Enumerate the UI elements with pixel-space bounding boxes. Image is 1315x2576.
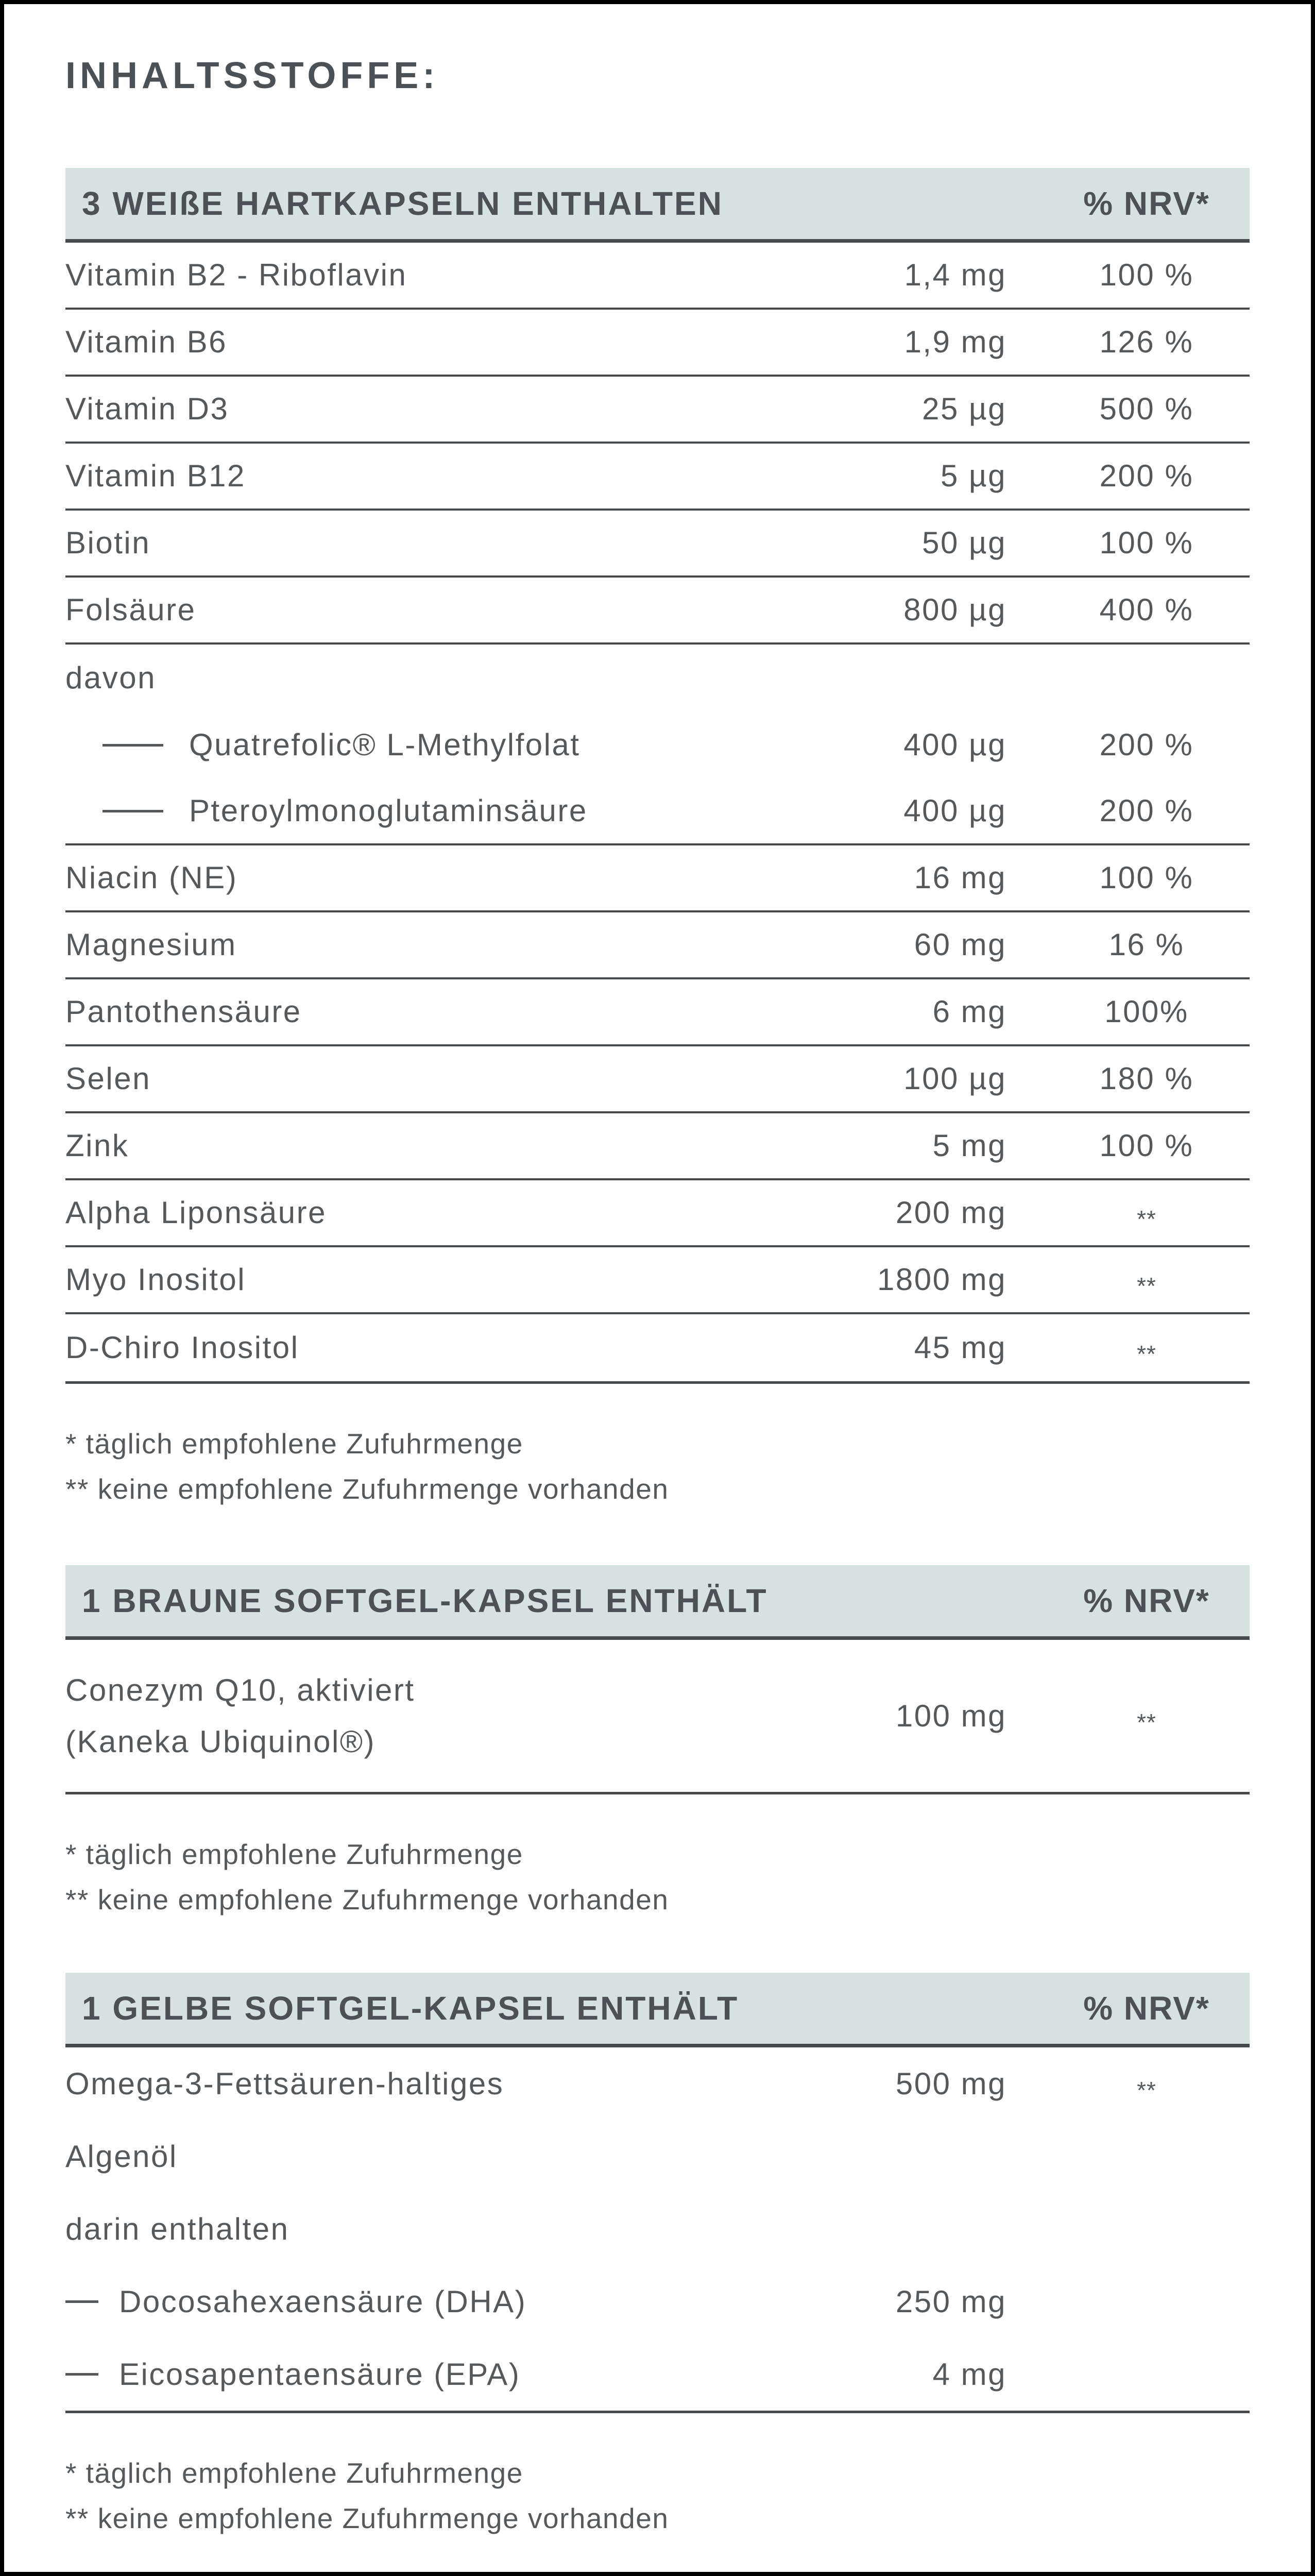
table-row: [65, 444, 1250, 511]
amount-cell: 25 µg: [922, 392, 1006, 426]
ingredient-cell: [65, 2204, 755, 2255]
table-row: [65, 2047, 1250, 2120]
table-row: [65, 511, 1250, 578]
ingredient-cell: [65, 1665, 755, 1768]
table-row: [65, 2338, 1250, 2411]
nrv-cell: 500 %: [1099, 392, 1194, 426]
nrv-cell: [1044, 1321, 1250, 1375]
ingredient-cell: [65, 652, 755, 704]
nrv-cell: 100 %: [1099, 526, 1194, 560]
table-rows: [65, 1640, 1250, 1794]
table-row: [65, 1640, 1250, 1792]
nrv-column-header: % NRV*: [1083, 1582, 1210, 1619]
dash-icon: [65, 2300, 98, 2303]
ingredient-cell: [65, 316, 755, 368]
nrv-cell: 180 %: [1099, 1061, 1194, 1096]
page-title: INHALTSSTOFFE:: [65, 55, 439, 96]
ingredient-cell: [65, 1254, 755, 1306]
no-nrv-asterisks: **: [1137, 1206, 1156, 1232]
amount-cell: 250 mg: [895, 2284, 1006, 2319]
ingredient-name-line1: Conezym Q10, aktiviert: [65, 1672, 415, 1707]
amount-cell: 500 mg: [895, 2066, 1006, 2101]
nrv-cell: 200 %: [1099, 793, 1194, 828]
table-rows: [65, 243, 1250, 1384]
ingredient-name-line2: (Kaneka Ubiquinol®): [65, 1724, 376, 1759]
nrv-column-header: % NRV*: [1083, 185, 1210, 222]
amount-cell: 1800 mg: [877, 1262, 1006, 1297]
ingredient-name: Magnesium: [65, 927, 237, 962]
nrv-cell: 200 %: [1099, 459, 1194, 493]
amount-cell: 60 mg: [914, 927, 1006, 962]
amount-cell: 1,9 mg: [904, 325, 1006, 359]
ingredient-cell: [65, 2131, 755, 2182]
amount-cell: 5 µg: [941, 459, 1006, 493]
nrv-cell: [1044, 1689, 1250, 1743]
ingredient-name: Omega-3-Fettsäuren-haltiges: [65, 2066, 504, 2101]
ingredients-table: [65, 168, 1250, 1512]
ingredient-cell: [65, 719, 755, 771]
footnotes: [65, 2450, 1250, 2541]
ingredient-cell: [65, 383, 755, 435]
table-row: [65, 310, 1250, 377]
ingredient-name: Zink: [65, 1128, 129, 1163]
nrv-cell: 126 %: [1099, 325, 1194, 359]
ingredient-name: Biotin: [65, 526, 151, 560]
amount-cell: 16 mg: [914, 860, 1006, 895]
ingredient-cell: [65, 2058, 755, 2110]
amount-cell: 1,4 mg: [904, 258, 1006, 292]
ingredients-table: [65, 1973, 1250, 2541]
footnotes: [65, 1421, 1250, 1512]
ingredient-name: davon: [65, 660, 156, 695]
table-row: [65, 2193, 1250, 2265]
ingredient-cell: [65, 2276, 755, 2328]
table-row: [65, 2265, 1250, 2338]
ingredient-name: Vitamin B12: [65, 459, 246, 493]
table-row: [65, 979, 1250, 1046]
ingredient-name: Selen: [65, 1061, 151, 1096]
table-row: [65, 645, 1250, 711]
ingredient-name: Algenöl: [65, 2139, 178, 2174]
table-row: [65, 1046, 1250, 1113]
table-row: [65, 711, 1250, 778]
table-header-title: 1 BRAUNE SOFTGEL-KAPSEL ENTHÄLT: [82, 1582, 768, 1619]
footnote-line: * täglich empfohlene Zufuhrmenge: [65, 1838, 523, 1870]
ingredient-name: Folsäure: [65, 592, 196, 627]
ingredient-name: Vitamin B2 - Riboflavin: [65, 258, 407, 292]
table-row: [65, 1113, 1250, 1180]
ingredient-name: Alpha Liponsäure: [65, 1195, 327, 1230]
table-header-title: 3 WEIßE HARTKAPSELN ENTHALTEN: [82, 185, 723, 222]
no-nrv-asterisks: **: [1137, 1708, 1156, 1736]
amount-cell: 100 µg: [903, 1061, 1006, 1096]
nrv-cell: [1044, 1186, 1250, 1240]
footnote-line: * täglich empfohlene Zufuhrmenge: [65, 2457, 523, 2489]
nrv-cell: 100 %: [1099, 860, 1194, 895]
ingredients-table: [65, 1565, 1250, 1922]
ingredient-cell: [65, 249, 755, 301]
ingredient-name: Vitamin B6: [65, 325, 228, 359]
nrv-cell: 100 %: [1099, 258, 1194, 292]
nrv-column-header: % NRV*: [1083, 1990, 1210, 2027]
table-row: [65, 912, 1250, 979]
table-row: [65, 1180, 1250, 1247]
ingredient-name: Pantothensäure: [65, 994, 302, 1029]
nrv-cell: 100 %: [1099, 1128, 1194, 1163]
ingredient-cell: [65, 1120, 755, 1172]
nrv-cell: [1044, 2057, 1250, 2111]
no-nrv-asterisks: **: [1137, 2076, 1156, 2104]
nrv-cell: 200 %: [1099, 727, 1194, 762]
ingredient-cell: [65, 517, 755, 569]
table-row: [65, 1247, 1250, 1314]
nrv-cell: [1044, 1253, 1250, 1307]
table-header: [65, 1973, 1250, 2047]
tables-container: [65, 168, 1250, 2541]
ingredient-cell: [65, 1187, 755, 1239]
dash-icon: [103, 744, 163, 747]
amount-cell: 45 mg: [914, 1330, 1006, 1365]
nrv-cell: 16 %: [1108, 927, 1185, 962]
nrv-cell: 400 %: [1099, 592, 1194, 627]
amount-cell: 400 µg: [903, 793, 1006, 828]
ingredient-name: Myo Inositol: [65, 1262, 246, 1297]
table-row: [65, 845, 1250, 912]
footnote-line: ** keine empfohlene Zufuhrmenge vorhanden: [65, 1884, 669, 1916]
amount-cell: 800 µg: [903, 592, 1006, 627]
ingredient-name: Eicosapentaensäure (EPA): [119, 2357, 521, 2392]
table-header: [65, 1565, 1250, 1640]
ingredient-cell: [65, 1053, 755, 1105]
table-row: [65, 1314, 1250, 1381]
no-nrv-asterisks: **: [1137, 1273, 1156, 1299]
table-row: [65, 377, 1250, 444]
nrv-cell: 100%: [1104, 994, 1189, 1029]
footnote-line: * täglich empfohlene Zufuhrmenge: [65, 1428, 523, 1460]
no-nrv-asterisks: **: [1137, 1341, 1156, 1367]
ingredient-cell: [65, 1322, 755, 1374]
ingredient-name: Quatrefolic® L-Methylfolat: [189, 727, 580, 762]
table-row: [65, 578, 1250, 645]
ingredient-name: Niacin (NE): [65, 860, 238, 895]
amount-cell: 400 µg: [903, 727, 1006, 762]
ingredient-cell: [65, 919, 755, 971]
amount-cell: 4 mg: [932, 2357, 1006, 2392]
ingredient-cell: [65, 2349, 755, 2400]
dash-icon: [65, 2373, 98, 2376]
ingredient-name: darin enthalten: [65, 2211, 289, 2246]
ingredient-name: [65, 1665, 415, 1768]
footnote-line: ** keine empfohlene Zufuhrmenge vorhanden: [65, 2502, 669, 2534]
ingredient-cell: [65, 584, 755, 636]
footnote-line: ** keine empfohlene Zufuhrmenge vorhanden: [65, 1473, 669, 1505]
table-row: [65, 778, 1250, 845]
table-row: [65, 2120, 1250, 2193]
table-header-title: 1 GELBE SOFTGEL-KAPSEL ENTHÄLT: [82, 1990, 739, 2027]
amount-cell: 200 mg: [895, 1195, 1006, 1230]
ingredient-name: Pteroylmonoglutaminsäure: [189, 793, 588, 828]
amount-cell: 50 µg: [922, 526, 1006, 560]
table-header: [65, 168, 1250, 243]
table-rows: [65, 2047, 1250, 2413]
amount-cell: 6 mg: [932, 994, 1006, 1029]
amount-cell: 100 mg: [895, 1698, 1006, 1733]
ingredient-cell: [65, 450, 755, 502]
ingredient-name: D-Chiro Inositol: [65, 1330, 299, 1365]
ingredient-name: Vitamin D3: [65, 392, 229, 426]
ingredient-cell: [65, 986, 755, 1038]
ingredient-name: Docosahexaensäure (DHA): [119, 2284, 527, 2319]
amount-cell: 5 mg: [932, 1128, 1006, 1163]
footnotes: [65, 1832, 1250, 1922]
dash-icon: [103, 810, 163, 812]
table-row: [65, 243, 1250, 310]
ingredient-cell: [65, 785, 755, 837]
ingredient-cell: [65, 852, 755, 904]
